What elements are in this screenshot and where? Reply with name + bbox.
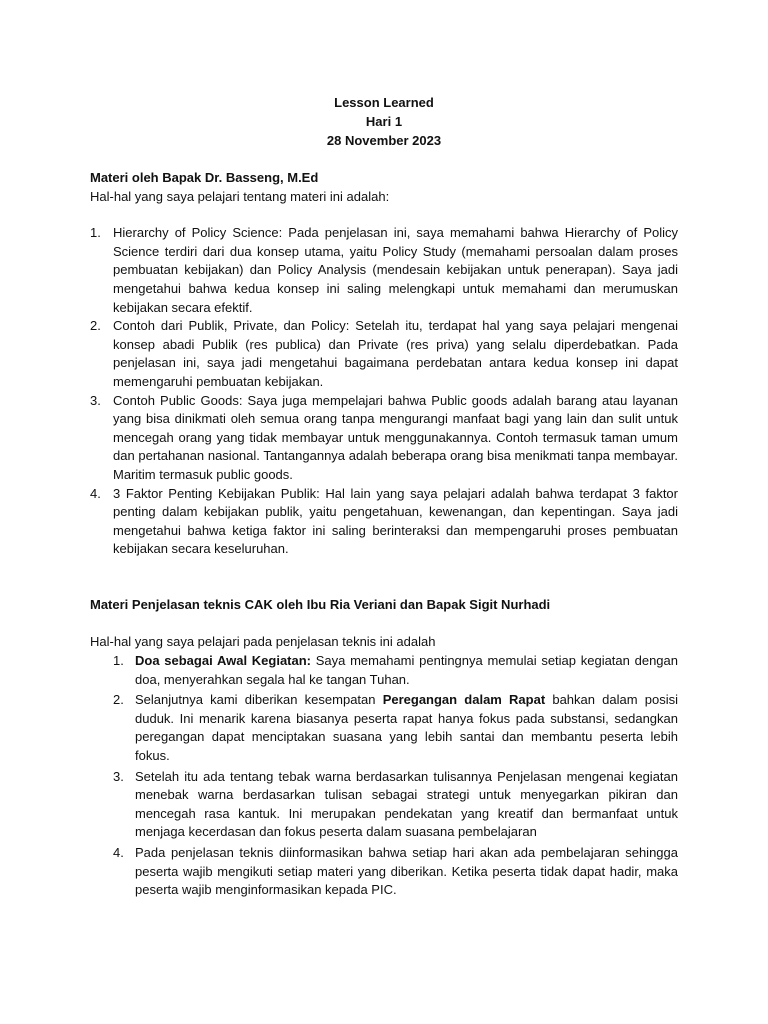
list-text-pre: Setelah itu ada tentang tebak warna berdasarkan tulisannya Penjelasan mengenai kegiatan menebak warna berdasarkan tulisan sebagai strategi untuk menyegarkan pikiran dan mencegah rasa kantuk. Ini merupakan pendekatan yang kreatif dan bermanfaat untuk menjaga kecerdasan dan fokus peserta dalam suasana pembelajaran — [135, 768, 678, 840]
list-item — [90, 317, 678, 391]
section2-heading: Materi Penjelasan teknis CAK oleh Ibu Ria Veriani dan Bapak Sigit Nurhadi — [90, 596, 551, 612]
list-text: 3 Faktor Penting Kebijakan Publik: Hal lain yang saya pelajari adalah bahwa terdapat 3 faktor penting dalam kebijakan publik, yaitu pengetahuan, kewenangan, dan kepentingan. Saya jadi mengetahui bahwa ketiga faktor ini saling berinteraksi dan mempengaruhi proses pembuatan kebijakan secara keseluruhan. — [113, 485, 678, 557]
list-number: 1. — [90, 225, 101, 241]
list-text-pre: Pada penjelasan teknis diinformasikan bahwa setiap hari akan ada pembelajaran sehingga peserta wajib mengikuti setiap materi yang diberikan. Ketika peserta tidak dapat hadir, maka peserta wajib menginformasikan kepada PIC. — [135, 845, 678, 898]
list-number: 4. — [90, 485, 101, 501]
list-number: 2. — [113, 692, 124, 708]
list-item — [90, 844, 678, 900]
section2-list — [90, 652, 678, 900]
section2-intro: Hal-hal yang saya pelajari pada penjelasan teknis ini adalah — [90, 634, 436, 650]
list-number: 2. — [90, 318, 101, 334]
list-number: 3. — [113, 768, 124, 784]
doc-day: Hari 1 — [365, 114, 403, 129]
section1-list — [90, 224, 678, 559]
doc-date: 28 November 2023 — [326, 133, 442, 148]
doc-title: Lesson Learned — [334, 95, 434, 110]
list-item — [90, 485, 678, 559]
list-item — [90, 652, 678, 689]
list-text: Contoh Public Goods: Saya juga mempelajari bahwa Public goods adalah barang atau layanan yang bisa dinikmati oleh semua orang tanpa mengurangi manfaat bagi yang lain dan sulit untuk mencegah orang yang tidak membayar untuk menggunakannya. Contoh termasuk taman umum dan pertahanan nasional. Tantangannya adalah beberapa orang bisa menikmati tanpa membayar. Maritim termasuk public goods. — [113, 392, 678, 482]
list-text: Contoh dari Publik, Private, dan Policy: Setelah itu, terdapat hal yang saya pelajari mengenai konsep abadi Publik (res publica) dan Private (res priva) yang selalu diperdebatkan. Pada penjelasan ini, saya jadi mengetahui bagaimana perdebatan antara kedua konsep ini dapat memengaruhi pembuatan kebijakan. — [113, 318, 678, 389]
title-block — [90, 93, 678, 150]
list-text-pre: Selanjutnya kami diberikan kesempatan — [135, 692, 383, 708]
section1-heading: Materi oleh Bapak Dr. Basseng, M.Ed — [90, 170, 319, 185]
list-item — [90, 691, 678, 765]
section1-intro: Hal-hal yang saya pelajari tentang materi ini adalah: — [90, 188, 390, 204]
list-text-bold: Peregangan dalam Rapat — [382, 692, 546, 708]
list-item — [90, 224, 678, 317]
list-item — [90, 392, 678, 485]
list-number: 3. — [90, 392, 101, 408]
list-text-bold: Doa sebagai Awal Kegiatan: — [135, 653, 312, 669]
list-text-post: Saya memahami pentingnya memulai setiap kegiatan dengan doa, menyerahkan segala hal ke tangan Tuhan. — [135, 653, 678, 687]
list-text: Hierarchy of Policy Science: Pada penjelasan ini, saya memahami bahwa Hierarchy of Policy Science terdiri dari dua konsep utama, yaitu Policy Study (memahami persoalan dalam proses pembuatan kebijakan) dan Policy Analysis (mendesain kebijakan untuk penerapan). Saya jadi mengetahui bahwa kedua konsep ini saling melengkapi untuk memahami dan merumuskan kebijakan secara efektif. — [113, 225, 678, 315]
list-text-post: bahkan dalam posisi duduk. Ini menarik karena biasanya peserta rapat hanya fokus pada substansi, sedangkan peregangan dapat menciptakan suasana yang lebih santai dan membantu peserta lebih fokus. — [135, 692, 678, 764]
list-item — [90, 768, 678, 842]
list-number: 4. — [113, 845, 124, 860]
list-number: 1. — [113, 653, 124, 669]
